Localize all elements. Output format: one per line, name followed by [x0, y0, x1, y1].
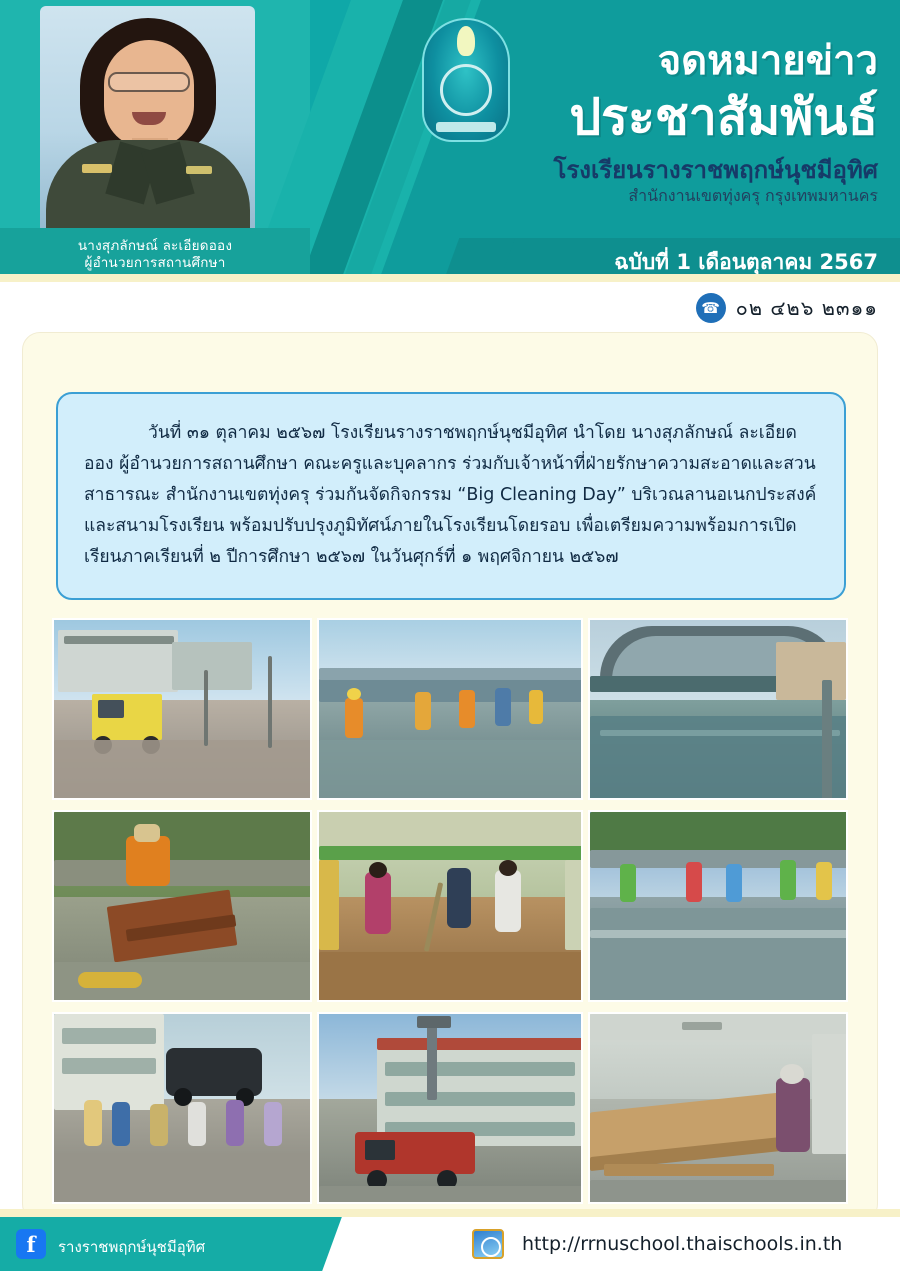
- photo-9: [588, 1012, 848, 1204]
- emblem-flame: [457, 26, 475, 56]
- photo-2: [317, 618, 583, 800]
- emblem-ring: [440, 64, 492, 116]
- page-footer: [0, 1217, 900, 1271]
- facebook-icon[interactable]: f: [16, 1229, 46, 1259]
- photo-grid: [52, 618, 848, 1204]
- photo-6: [588, 810, 848, 1002]
- article-card: [56, 392, 846, 600]
- facebook-label[interactable]: รางราชพฤกษ์นุชมีอุทิศ: [58, 1238, 206, 1256]
- photo-1: [52, 618, 312, 800]
- emblem-base: [436, 122, 496, 132]
- portrait-rank-badge: [186, 166, 212, 174]
- photo-8: [317, 1012, 583, 1204]
- photo-3: [588, 618, 848, 800]
- photo-7: [52, 1012, 312, 1204]
- page-header: [0, 0, 900, 282]
- school-emblem-icon: [412, 10, 520, 160]
- footer-accent-strip: [0, 1209, 900, 1217]
- photo-5: [317, 810, 583, 1002]
- issue-label: ฉบับที่ 1 เดือนตุลาคม 2567: [614, 250, 878, 274]
- director-name: นางสุภลักษณ์ ละเอียดออง: [77, 238, 233, 254]
- phone-icon: ☎: [696, 293, 726, 323]
- article-body: วันที่ ๓๑ ตุลาคม ๒๕๖๗ โรงเรียนรางราชพฤกษ์นุชมีอุทิศ นำโดย นางสุภลักษณ์ ละเอียดออง ผู้อำนวยการสถานศึกษา คณะครูและบุคลากร ร่วมกับเจ้าหน้าที่ฝ่ายรักษาความสะอาดและสวนสาธารณะ สำนักงานเขตทุ่งครุ ร่วมกันจัดกิจกรรม “Big Cleaning Day” บริเวณลานอเนกประสงค์และสนามโรงเรียน พร้อมปรับปรุงภูมิทัศน์ภายในโรงเรียนโดยรอบ เพื่อเตรียมความพร้อมการเปิดเรียนภาคเรียนที่ ๒ ปีการศึกษา ๒๕๖๗ ในวันศุกร์ที่ ๑ พฤศจิกายน ๒๕๖๗: [84, 423, 817, 567]
- header-accent-strip: [0, 274, 900, 282]
- website-icon: [472, 1229, 504, 1259]
- phone-row: [696, 292, 878, 324]
- portrait-face: [104, 40, 194, 148]
- office-name: สำนักงานเขตทุ่งครุ กรุงเทพมหานคร: [628, 186, 878, 205]
- phone-number: ๐๒ ๔๒๖ ๒๓๑๑: [735, 296, 878, 320]
- director-portrait-image: [40, 6, 255, 234]
- newsletter-title-line2: ประชาสัมพันธ์: [569, 88, 878, 146]
- photo-4: [52, 810, 312, 1002]
- director-position: ผู้อำนวยการสถานศึกษา: [84, 255, 226, 271]
- portrait-name-badge: [82, 164, 112, 173]
- school-name: โรงเรียนรางราชพฤกษ์นุชมีอุทิศ: [553, 156, 878, 184]
- newsletter-title-line1: จดหมายข่าว: [657, 38, 878, 84]
- website-url[interactable]: http://rrnuschool.thaischools.in.th: [522, 1233, 843, 1255]
- portrait-glasses: [108, 72, 190, 92]
